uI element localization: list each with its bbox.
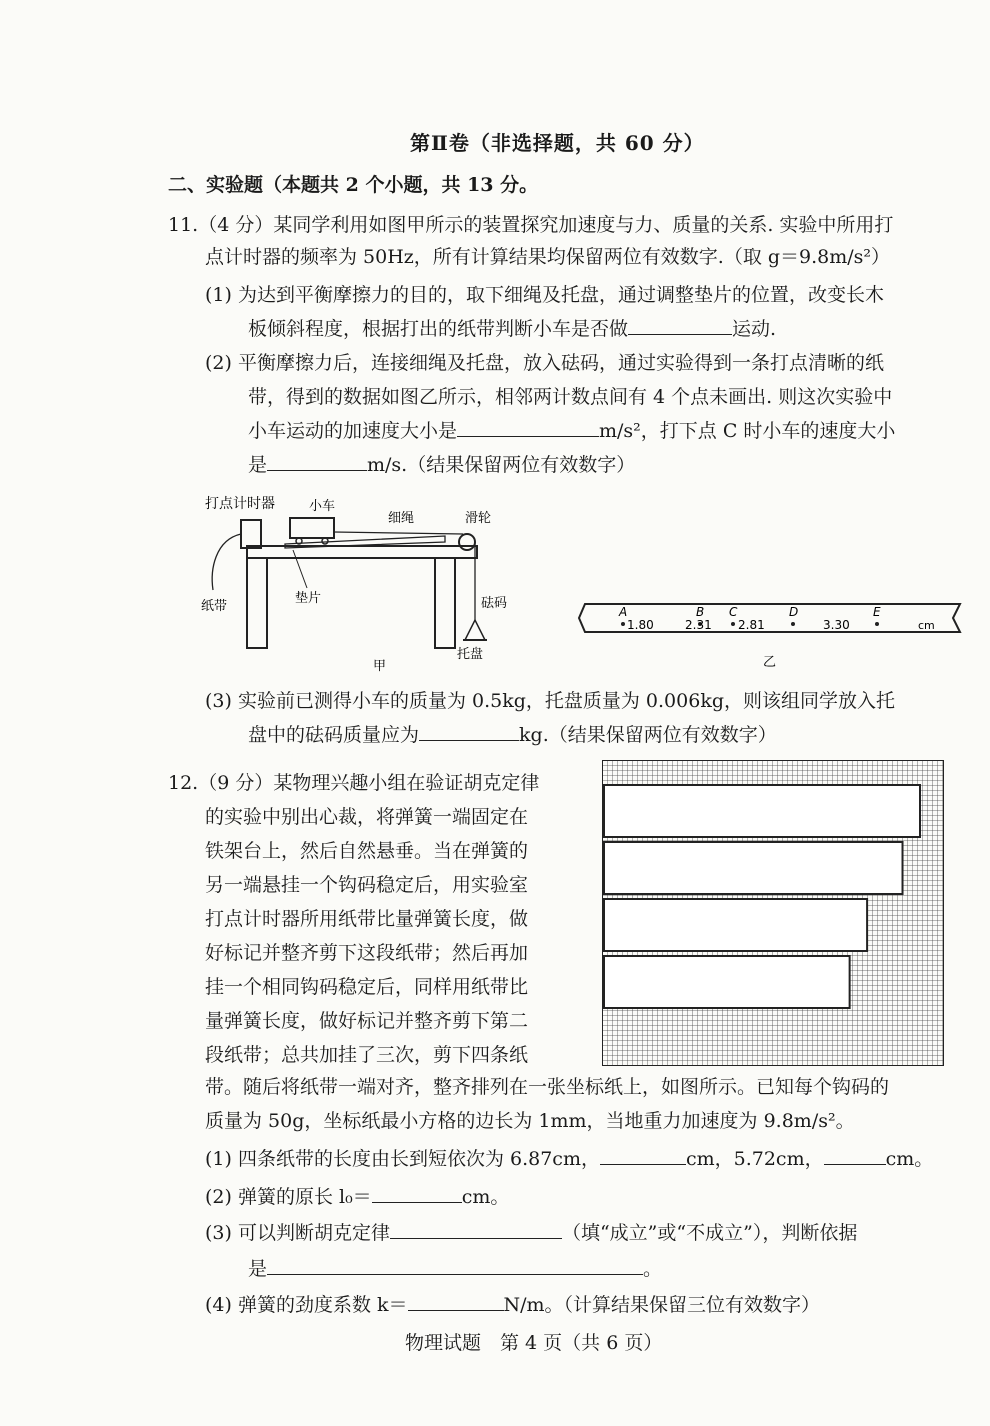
timer-box xyxy=(241,520,261,548)
q12-length4-blank[interactable] xyxy=(824,1146,886,1165)
q11-p1-line2 xyxy=(248,316,776,342)
table-leg-right xyxy=(435,558,455,648)
q11-p2-line3 xyxy=(248,418,895,444)
paper-strip xyxy=(604,785,920,837)
tray-shape xyxy=(465,620,485,640)
tape-dot xyxy=(621,622,625,626)
tape-unit: cm xyxy=(918,619,935,632)
q12-reason-blank[interactable] xyxy=(267,1256,643,1275)
tape-point-label: A xyxy=(619,605,628,619)
q12-length2-blank[interactable] xyxy=(600,1146,686,1165)
tape-dot xyxy=(791,622,795,626)
tape-distance: 3.30 xyxy=(823,618,850,632)
q12-line: 另一端悬挂一个钩码稳定后，用实验室 xyxy=(205,874,529,896)
q12-s3 xyxy=(205,1220,857,1246)
q12-line: 好标记并整齐剪下这段纸带；然后再加 xyxy=(205,942,529,964)
q12-line: 的实验中别出心裁，将弹簧一端固定在 xyxy=(205,806,529,828)
tape-dot xyxy=(731,622,735,626)
q12-s2 xyxy=(205,1184,509,1210)
q12-s1 xyxy=(205,1146,933,1172)
q12-line10: 带。随后将纸带一端对齐，整齐排列在一张坐标纸上，如图所示。已知每个钩码的 xyxy=(205,1076,890,1098)
q12-s3-text-b: （填“成立”或“不成立”），判断依据 xyxy=(561,1222,858,1244)
q12-s2-text-b: cm。 xyxy=(461,1186,510,1208)
q11-p2-line2: 带，得到的数据如图乙所示，相邻两计数点间有 4 个点未画出. 则这次实验中 xyxy=(248,386,893,408)
rope-line xyxy=(334,532,463,534)
label-tray: 托盘 xyxy=(457,647,484,662)
label-pulley: 滑轮 xyxy=(465,511,492,526)
q11-p2-line4 xyxy=(248,452,635,478)
tape-point-label: C xyxy=(729,605,738,619)
q12-k-blank[interactable] xyxy=(408,1292,504,1311)
q11-p1-line1: (1) 为达到平衡摩擦力的目的，取下细绳及托盘，通过调整垫片的位置，改变长木 xyxy=(205,284,884,306)
q12-s1-text-a: (1) 四条纸带的长度由长到短依次为 6.87cm， xyxy=(205,1148,600,1170)
caption-jia: 甲 xyxy=(373,659,387,674)
tape-point-label: B xyxy=(696,605,705,619)
q12-line: 12.（9 分）某物理兴趣小组在验证胡克定律 xyxy=(168,772,540,794)
q12-line: 量弹簧长度，做好标记并整齐剪下第二 xyxy=(205,1010,529,1032)
q12-line: 段纸带；总共加挂了三次，剪下四条纸 xyxy=(205,1044,529,1066)
q11-p1-answer-blank[interactable] xyxy=(628,316,732,335)
page-footer: 物理试题 第 4 页（共 6 页） xyxy=(405,1332,663,1354)
q12-hooke-blank[interactable] xyxy=(390,1220,562,1239)
q11-p2-text-a: 小车运动的加速度大小是 xyxy=(248,420,458,442)
q12-s4-text-b: N/m。（计算结果保留三位有效数字） xyxy=(503,1294,821,1316)
cart-body xyxy=(290,518,334,538)
caption-yi: 乙 xyxy=(763,655,777,670)
paper-strip xyxy=(604,899,867,951)
q12-line: 铁架台上，然后自然悬垂。当在弹簧的 xyxy=(205,840,529,862)
q11-p2-text-d: m/s.（结果保留两位有效数字） xyxy=(367,454,636,476)
q12-l0-blank[interactable] xyxy=(372,1184,462,1203)
label-tape: 纸带 xyxy=(201,599,228,614)
q11-p2-line1: (2) 平衡摩擦力后，连接细绳及托盘，放入砝码，通过实验得到一条打点清晰的纸 xyxy=(205,352,884,374)
label-timer: 打点计时器 xyxy=(205,496,275,512)
q12-line: 挂一个相同钩码稳定后，同样用纸带比 xyxy=(205,976,529,998)
q12-s3-text-d: 。 xyxy=(643,1258,663,1280)
q11-accel-blank[interactable] xyxy=(457,418,599,437)
grid-paper-figure xyxy=(602,760,944,1066)
q11-p1-text-b: 运动. xyxy=(732,318,777,340)
q12-s4 xyxy=(205,1292,820,1318)
q12-s3-text-a: (3) 可以判断胡克定律 xyxy=(205,1222,390,1244)
paper-tape-line xyxy=(212,534,241,590)
q12-line11: 质量为 50g，坐标纸最小方格的边长为 1mm，当地重力加速度为 9.8m/s²。 xyxy=(205,1110,855,1132)
q12-s2-text-a: (2) 弹簧的原长 l₀＝ xyxy=(205,1186,372,1208)
paper-strip xyxy=(604,842,903,894)
q11-line1: 11.（4 分）某同学利用如图甲所示的装置探究加速度与力、质量的关系. 实验中所用打 xyxy=(168,214,894,236)
q12-line: 打点计时器所用纸带比量弹簧长度，做 xyxy=(205,908,529,930)
paper-strip xyxy=(604,956,850,1008)
q11-p3-text-b: kg.（结果保留两位有效数字） xyxy=(519,724,777,746)
q11-p3-line2 xyxy=(248,722,777,748)
tape-distance: 1.80 xyxy=(627,618,654,632)
tape-point-label: D xyxy=(789,605,799,619)
section-title: 第Ⅱ卷（非选择题，共 60 分） xyxy=(410,131,705,155)
tape-distance: 2.31 xyxy=(685,618,712,632)
q11-p3-line1: (3) 实验前已测得小车的质量为 0.5kg，托盘质量为 0.006kg，则该组同学放入托 xyxy=(205,690,895,712)
part2-heading: 二、实验题（本题共 2 个小题，共 13 分。 xyxy=(168,174,539,196)
table-leg-left xyxy=(247,558,267,648)
q12-s1-text-b: cm，5.72cm， xyxy=(685,1148,824,1170)
label-rope: 细绳 xyxy=(388,511,415,526)
board xyxy=(247,546,477,558)
q11-velocity-blank[interactable] xyxy=(267,452,367,471)
q11-mass-blank[interactable] xyxy=(419,722,519,741)
q12-s3-text-c: 是 xyxy=(248,1258,268,1280)
tape-figure xyxy=(575,596,970,676)
apparatus-figure xyxy=(195,490,525,680)
tape-dot xyxy=(875,622,879,626)
label-weight: 砝码 xyxy=(481,596,508,611)
q11-p3-text-a: 盘中的砝码质量应为 xyxy=(248,724,420,746)
q11-p2-text-c: 是 xyxy=(248,454,268,476)
q11-p1-text-a: 板倾斜程度，根据打出的纸带判断小车是否做 xyxy=(248,318,629,340)
q12-s3-reason xyxy=(248,1256,662,1282)
label-cart: 小车 xyxy=(309,499,336,514)
q11-p2-text-b: m/s²，打下点 C 时小车的速度大小 xyxy=(599,420,896,442)
tape-point-label: E xyxy=(873,605,881,619)
q11-line2: 点计时器的频率为 50Hz，所有计算结果均保留两位有效数字.（取 g＝9.8m/s²） xyxy=(205,246,891,268)
pulley-wheel xyxy=(459,534,475,550)
q12-s4-text-a: (4) 弹簧的劲度系数 k＝ xyxy=(205,1294,408,1316)
q12-s1-text-c: cm。 xyxy=(885,1148,934,1170)
pad-pointer xyxy=(293,550,307,588)
label-pad: 垫片 xyxy=(295,591,322,606)
tape-distance: 2.81 xyxy=(738,618,765,632)
